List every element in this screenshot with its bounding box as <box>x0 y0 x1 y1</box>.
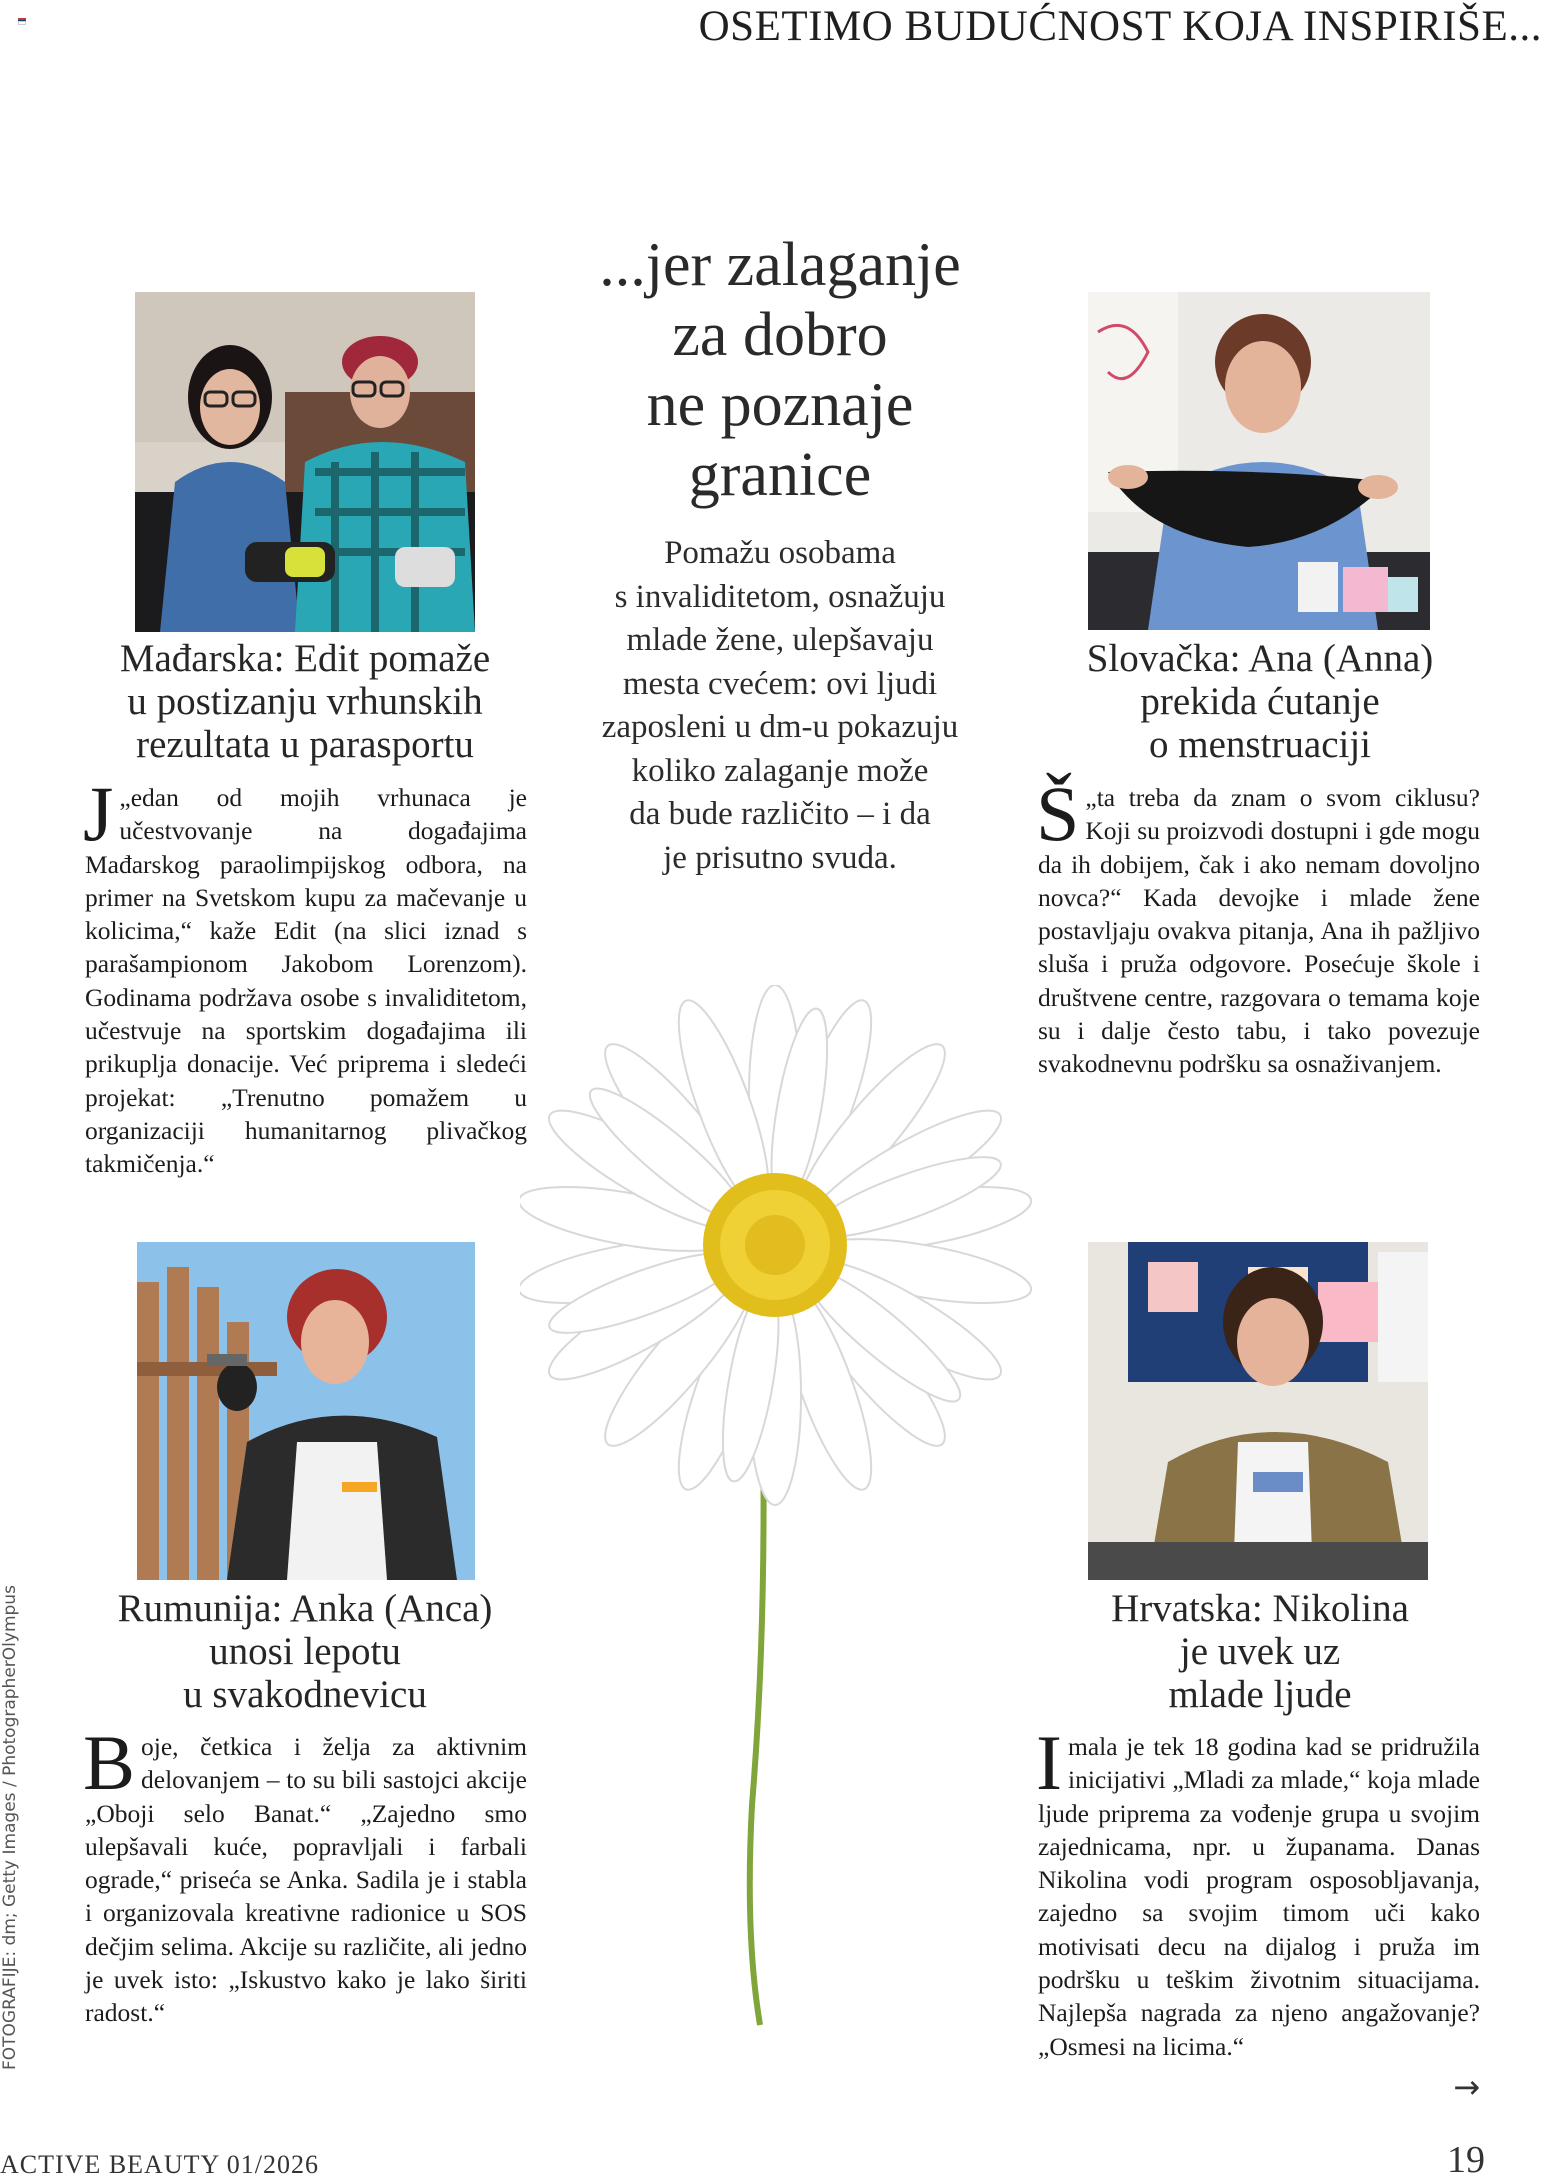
center-title <box>520 230 1040 510</box>
header-title: OSETIMO BUDUĆNOST KOJA INSPIRIŠE... <box>698 3 1542 50</box>
story-text: oje, četkica i želja za aktivnim delovanjem – to su bili sastojci akcije „Oboji selo Banat.“ „Zajedno smo ulepšavali kuće, popravljali i farbali ograde,“ priseća se Anka. Sadila je i stabla i organizovala kreativne radionice u SOS dečjim selima. Akcije su različite, ali jedno je uvek isto: „Iskustvo kako je lako širiti radost.“ <box>85 1732 527 2028</box>
center-intro-line: koliko zalaganje može <box>631 752 929 789</box>
story-heading-hungary <box>85 637 525 766</box>
dropcap: J <box>83 770 114 857</box>
magazine-footer: ACTIVE BEAUTY 01/2026 <box>0 2150 320 2179</box>
heading-line: Hrvatska: Nikolina <box>1111 1587 1409 1630</box>
story-body-slovakia <box>1036 770 1480 1081</box>
heading-line: o menstruaciji <box>1148 723 1372 766</box>
story-heading-romania <box>85 1587 525 1716</box>
center-intro-line: s invaliditetom, osnažuju <box>614 578 946 615</box>
photo-credit: FOTOGRAFIJE: dm; Getty Images / PhotographerOlympus <box>0 1585 20 2070</box>
heading-line: rezultata u parasportu <box>136 723 474 766</box>
heading-line: Slovačka: Ana (Anna) <box>1086 637 1434 680</box>
heading-line: Mađarska: Edit pomaže <box>119 637 491 680</box>
heading-line: prekida ćutanje <box>1140 680 1380 723</box>
flag-icon <box>18 18 26 23</box>
heading-line: Rumunija: Anka (Anca) <box>117 1587 493 1630</box>
center-intro-line: je prisutno svuda. <box>663 839 897 876</box>
center-intro-line: da bude različito – i da <box>629 796 931 832</box>
story-body-croatia <box>1036 1719 1480 2063</box>
story-heading-croatia <box>1035 1587 1485 1716</box>
page-number: 19 <box>1447 2139 1485 2181</box>
center-title-line: ne poznaje <box>646 371 914 439</box>
center-title-line: granice <box>688 441 872 509</box>
daisy-illustration <box>520 985 1040 2065</box>
heading-line: u postizanju vrhunskih <box>127 680 483 723</box>
photo-ana-slovakia <box>1088 292 1430 630</box>
dropcap: I <box>1036 1719 1062 1806</box>
dropcap: B <box>83 1719 136 1806</box>
center-intro-line: mlade žene, ulepšavaju <box>626 622 934 658</box>
heading-line: u svakodnevicu <box>183 1673 427 1716</box>
center-title-line: za dobro <box>672 301 888 369</box>
center-intro-line: mesta cvećem: ovi ljudi <box>622 665 938 702</box>
story-heading-slovakia <box>1035 637 1485 766</box>
center-intro-line: Pomažu osobama <box>664 535 896 571</box>
center-title-line: ...jer zalaganje <box>599 231 961 299</box>
heading-line: mlade ljude <box>1168 1673 1352 1716</box>
story-text: edan od mojih vrhunaca je učestvovanje na događajima Mađarskog paraolimpijskog odbora, na primer na Svetskom kupu za mačevanje u kolicima,“ kaže Edit (na slici iznad s parašampionom Jakobom Lorenzom). Godinama podržava osobe s invaliditetom, učestvuje na sportskim događajima ili prikuplja donacije. Već priprema i sledeći projekat: „Trenutno pomažem u organizaciji humanitarnog plivačkog takmičenja.“ <box>85 783 527 1179</box>
center-intro <box>560 532 1000 880</box>
photo-nikolina-croatia <box>1088 1242 1428 1580</box>
heading-line: je uvek uz <box>1179 1630 1341 1673</box>
center-intro-line: zaposleni u dm-u pokazuju <box>601 709 959 745</box>
heading-line: unosi lepotu <box>209 1630 401 1673</box>
next-arrow-icon[interactable]: → <box>1453 2068 1480 2106</box>
dropcap: Š <box>1036 770 1080 857</box>
story-text: mala je tek 18 godina kad se pridružila inicijativi „Mladi za mlade,“ koja mlade ljude priprema za vođenje grupa u svojim zajednicama, npr. u županama. Danas Nikolina vodi program osposobljavanja, zajedno sa svojim timom uči kako motivisati decu na dijalog i pruža im podršku u teškim životnim situacijama. Najlepša nagrada za njeno angažovanje? „Osmesi na licima.“ <box>1038 1732 1480 2061</box>
photo-edit-hungary <box>135 292 475 632</box>
lead-quote: „ <box>1085 783 1097 812</box>
photo-anka-romania <box>137 1242 475 1580</box>
story-text: ta treba da znam o svom ciklusu? Koji su proizvodi dostupni i gde mogu da ih dobijem, čak i ako nemam dovoljno novca?“ Kada devojke i mlade žene postavljaju ovakva pitanja, Ana ih pažljivo sluša i pruža odgovore. Posećuje škole i društvene centre, razgovara o temama koje su i dalje često tabu, i tako povezuje svakodnevnu podršku sa osnaživanjem. <box>1038 783 1480 1079</box>
lead-quote: „ <box>119 783 131 812</box>
story-body-romania <box>83 1719 527 2030</box>
story-body-hungary <box>83 770 527 1181</box>
